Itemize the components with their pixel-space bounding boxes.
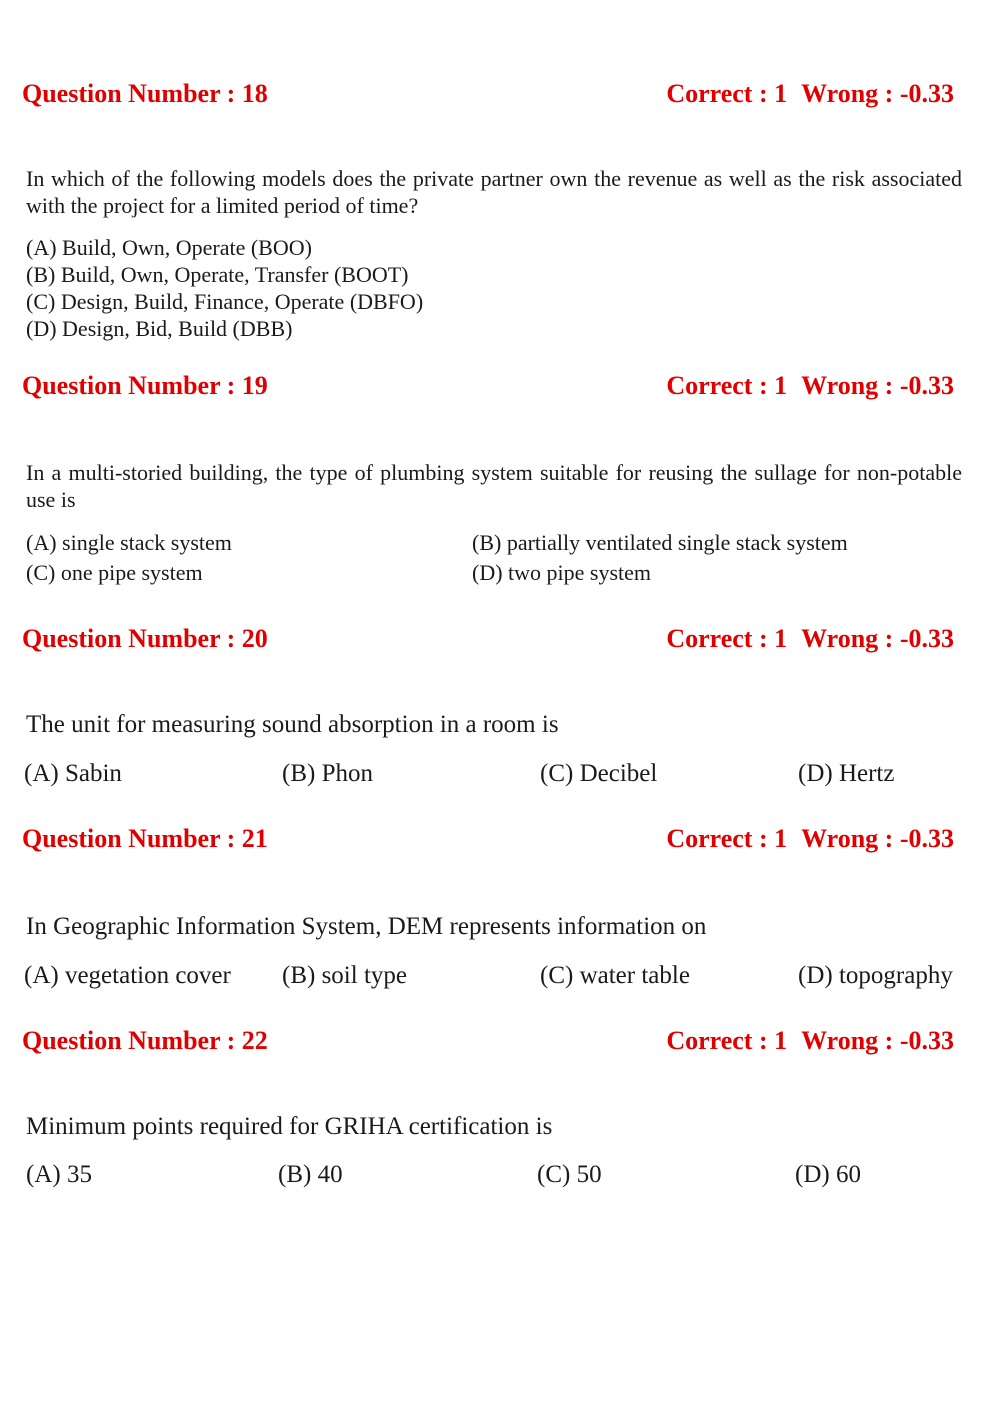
question-18-text: In which of the following models does the private partner own the revenue as well as the risk associated with the project for a limited period of time?	[26, 166, 962, 218]
marking-scheme	[666, 78, 954, 110]
correct-marks: Correct : 1	[666, 79, 788, 108]
question-20-text: The unit for measuring sound absorption in a room is	[26, 711, 559, 738]
question-number: Question Number : 19	[22, 371, 268, 400]
question-21-option-a[interactable]: (A) vegetation cover	[24, 962, 231, 989]
question-number: Question Number : 20	[22, 624, 268, 653]
question-19-option-c[interactable]: (C) one pipe system	[26, 560, 203, 585]
wrong-marks: Wrong : -0.33	[801, 824, 954, 853]
question-20-option-c[interactable]: (C) Decibel	[540, 760, 658, 787]
correct-marks: Correct : 1	[666, 824, 788, 853]
marking-scheme	[666, 823, 954, 855]
wrong-marks: Wrong : -0.33	[801, 1026, 954, 1055]
question-number: Question Number : 21	[22, 824, 268, 853]
wrong-marks: Wrong : -0.33	[801, 79, 954, 108]
question-22-option-c[interactable]: (C) 50	[537, 1161, 602, 1188]
question-22-option-b[interactable]: (B) 40	[278, 1161, 343, 1188]
question-22-option-d[interactable]: (D) 60	[795, 1161, 861, 1188]
question-20-option-b[interactable]: (B) Phon	[282, 760, 373, 787]
question-21-text: In Geographic Information System, DEM represents information on	[26, 913, 707, 940]
question-19-text: In a multi-storied building, the type of plumbing system suitable for reusing the sullage for non-potable use is	[26, 460, 962, 512]
question-21-option-d[interactable]: (D) topography	[798, 962, 953, 989]
question-19-option-d[interactable]: (D) two pipe system	[472, 560, 652, 585]
marking-scheme	[666, 623, 954, 655]
question-20-option-a[interactable]: (A) Sabin	[24, 760, 122, 787]
marking-scheme	[666, 1025, 954, 1057]
question-20-header	[22, 623, 954, 655]
correct-marks: Correct : 1	[666, 624, 788, 653]
question-18-option-b[interactable]: (B) Build, Own, Operate, Transfer (BOOT)	[26, 262, 409, 287]
question-20-option-d[interactable]: (D) Hertz	[798, 760, 895, 787]
question-18-option-d[interactable]: (D) Design, Bid, Build (DBB)	[26, 316, 293, 341]
question-21-option-c[interactable]: (C) water table	[540, 962, 690, 989]
question-21-header	[22, 823, 954, 855]
question-19-header	[22, 370, 954, 402]
question-21-option-b[interactable]: (B) soil type	[282, 962, 407, 989]
question-18-option-a[interactable]: (A) Build, Own, Operate (BOO)	[26, 235, 312, 260]
question-22-header	[22, 1025, 954, 1057]
marking-scheme	[666, 370, 954, 402]
correct-marks: Correct : 1	[666, 1026, 788, 1055]
correct-marks: Correct : 1	[666, 371, 788, 400]
question-number: Question Number : 18	[22, 79, 268, 108]
question-18-option-c[interactable]: (C) Design, Build, Finance, Operate (DBFO)	[26, 289, 424, 314]
question-19-option-b[interactable]: (B) partially ventilated single stack system	[472, 530, 848, 555]
question-22-text: Minimum points required for GRIHA certification is	[26, 1113, 553, 1140]
question-19-option-a[interactable]: (A) single stack system	[26, 530, 232, 555]
wrong-marks: Wrong : -0.33	[801, 371, 954, 400]
question-18-header	[22, 78, 954, 110]
question-number: Question Number : 22	[22, 1026, 268, 1055]
question-22-option-a[interactable]: (A) 35	[26, 1161, 92, 1188]
wrong-marks: Wrong : -0.33	[801, 624, 954, 653]
